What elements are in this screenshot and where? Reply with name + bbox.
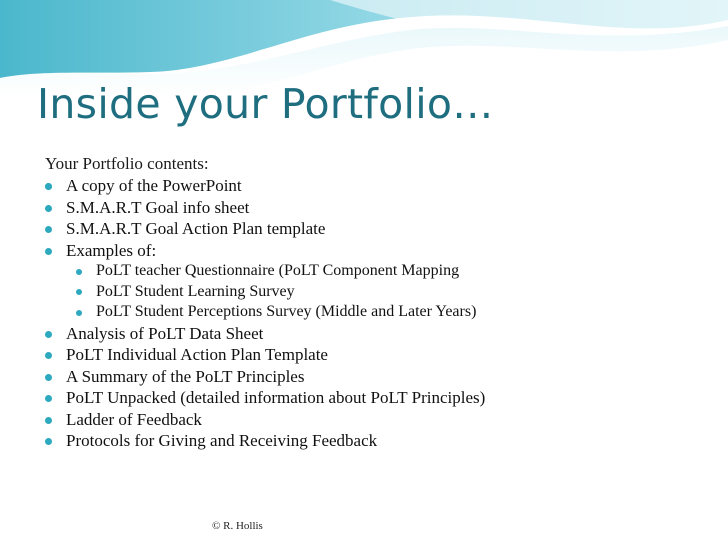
bullet-icon — [45, 205, 52, 212]
bullet-icon — [45, 183, 52, 190]
list-item — [45, 430, 725, 452]
copyright-footer: © R. Hollis — [212, 520, 263, 532]
bullet-icon — [45, 395, 52, 402]
bullet-icon — [45, 226, 52, 233]
sub-list-item-text: PoLT Student Perceptions Survey (Middle and Later Years) — [96, 303, 477, 320]
list-item — [45, 323, 725, 345]
list-item — [45, 409, 725, 431]
bullet-list — [45, 175, 725, 452]
list-item — [45, 175, 725, 197]
bullet-icon — [76, 269, 82, 275]
list-item-text: Ladder of Feedback — [66, 409, 202, 429]
slide-content — [45, 153, 725, 452]
bullet-icon — [45, 331, 52, 338]
list-item-text: PoLT Unpacked (detailed information about PoLT Principles) — [66, 388, 486, 407]
list-item-text: S.M.A.R.T Goal Action Plan template — [66, 219, 326, 238]
list-item-text: Analysis of PoLT Data Sheet — [66, 323, 264, 343]
intro-text: Your Portfolio contents: — [45, 154, 209, 173]
sub-bullet-list — [75, 261, 725, 323]
bullet-icon — [45, 374, 52, 381]
bullet-icon — [76, 289, 82, 295]
list-item — [45, 240, 725, 323]
bullet-icon — [76, 310, 82, 316]
sub-list-item — [75, 261, 725, 282]
list-item — [45, 387, 725, 409]
list-item-text: PoLT Individual Action Plan Template — [66, 345, 328, 364]
list-item-text: S.M.A.R.T Goal info sheet — [66, 197, 250, 217]
sub-list-item — [75, 282, 725, 303]
bullet-icon — [45, 438, 52, 445]
sub-list-item-text: PoLT Student Learning Survey — [96, 282, 295, 300]
list-item — [45, 218, 725, 240]
list-item — [45, 366, 725, 388]
sub-list-item — [75, 302, 725, 323]
bullet-icon — [45, 417, 52, 424]
list-item-text: A Summary of the PoLT Principles — [66, 366, 305, 386]
sub-list-item-text: PoLT teacher Questionnaire (PoLT Component Mapping — [96, 262, 460, 279]
list-item — [45, 197, 725, 219]
bullet-icon — [45, 248, 52, 255]
list-item-text: A copy of the PowerPoint — [66, 176, 242, 195]
slide-title: Inside your Portfolio… — [37, 80, 494, 128]
bullet-icon — [45, 352, 52, 359]
list-item-text: Examples of: — [66, 240, 157, 260]
list-item-text: Protocols for Giving and Receiving Feedback — [66, 431, 378, 450]
list-item — [45, 344, 725, 366]
